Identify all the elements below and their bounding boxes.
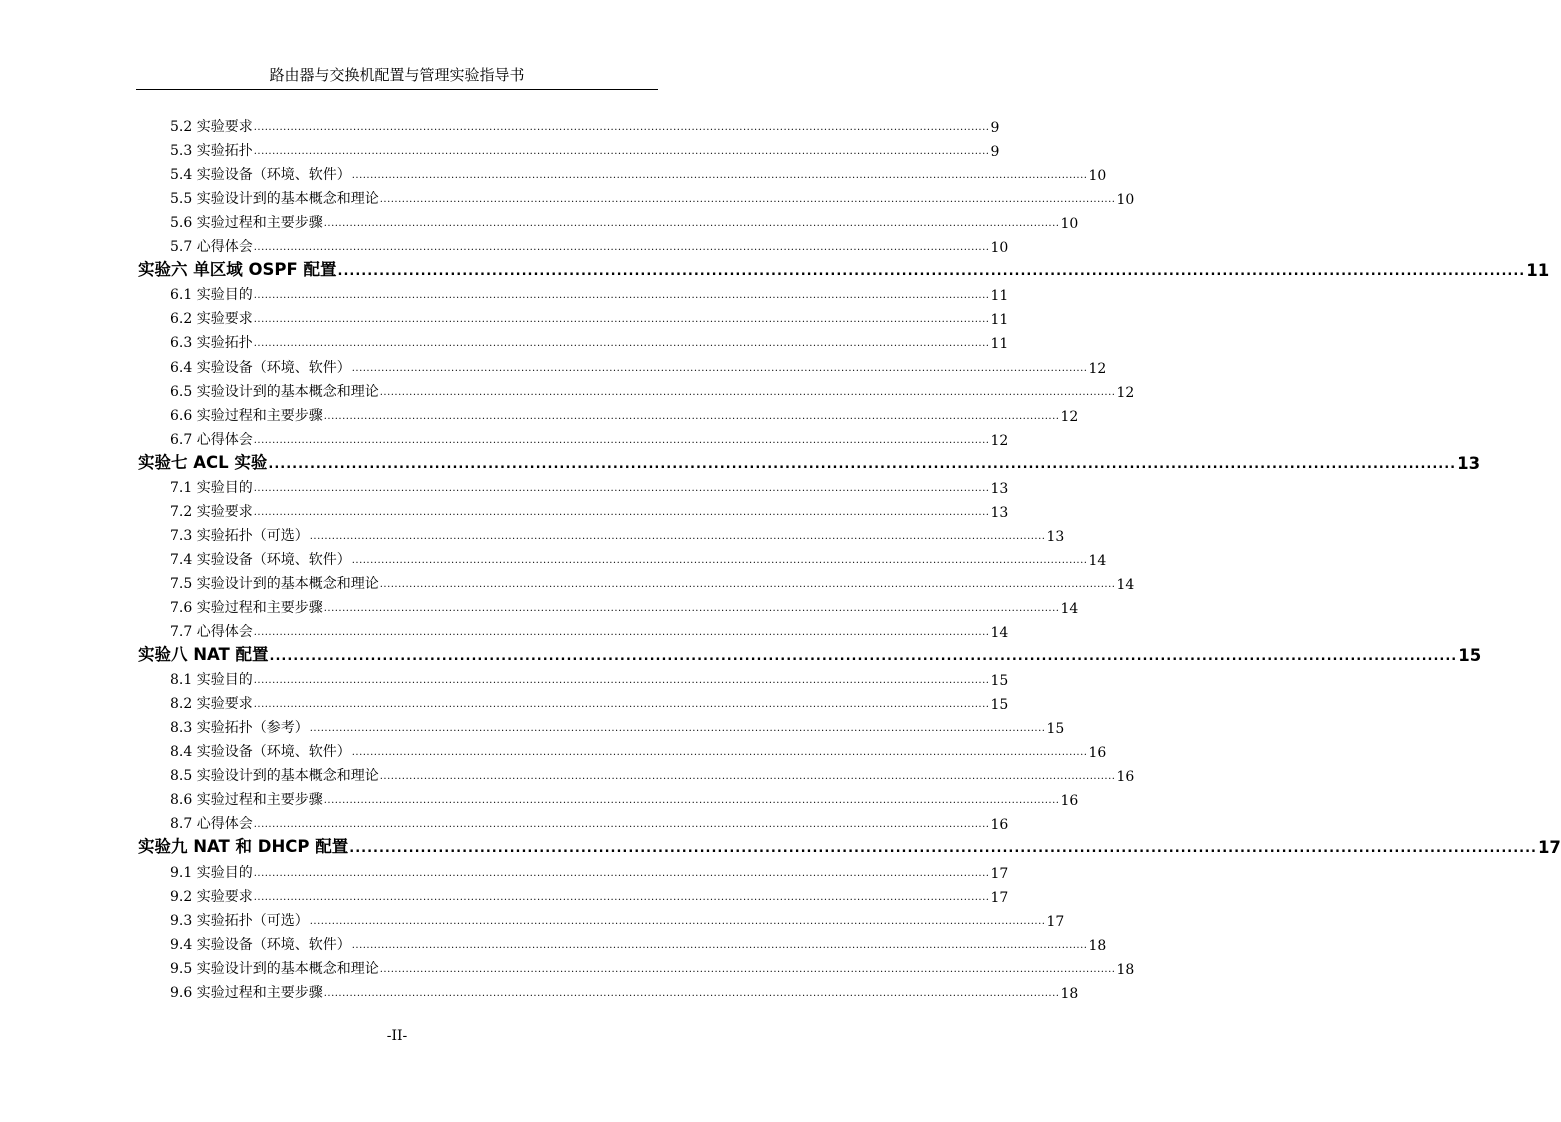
toc-leader-dots: ........................................................................................................................................................................................................: [253, 290, 990, 302]
toc-entry-title: 5.7 心得体会: [170, 239, 253, 256]
toc-leader-dots: ........................................................................................................................................................................................................: [309, 530, 1046, 542]
toc-entry-page-number: 15: [990, 697, 1009, 714]
toc-entry-page-number: 12: [990, 432, 1009, 449]
toc-leader-dots: ........................................................................................................................................................................................................: [253, 819, 990, 831]
toc-entry-title: 6.5 实验设计到的基本概念和理论: [170, 383, 379, 400]
toc-entry-page-number: 11: [990, 336, 1009, 353]
toc-entry-page-number: 11: [990, 288, 1009, 305]
toc-section-entry[interactable]: [136, 857, 1009, 882]
toc-leader-dots: ........................................................................................................................................................................................................: [351, 362, 1088, 374]
toc-entry-page-number: 14: [1060, 600, 1079, 617]
toc-leader-dots: ........................................................................................................................................................................................................: [349, 841, 1537, 857]
toc-section-entry[interactable]: [136, 569, 1135, 593]
toc-section-entry[interactable]: [136, 473, 1009, 497]
toc-entry-page-number: 18: [1116, 961, 1135, 978]
toc-section-entry[interactable]: [136, 425, 1009, 449]
toc-leader-dots: ........................................................................................................................................................................................................: [323, 795, 1060, 807]
toc-entry-title: 7.2 实验要求: [170, 503, 253, 520]
toc-entry-title: 9.2 实验要求: [170, 888, 253, 905]
toc-section-entry[interactable]: [136, 761, 1135, 786]
toc-leader-dots: ........................................................................................................................................................................................................: [253, 434, 990, 446]
toc-leader-dots: ........................................................................................................................................................................................................: [379, 963, 1116, 975]
toc-entry-page-number: 16: [1088, 745, 1107, 762]
toc-entry-page-number: 16: [1060, 793, 1079, 810]
toc-entry-page-number: 17: [990, 865, 1009, 882]
toc-entry-title: 5.3 实验拓扑: [170, 143, 253, 160]
toc-entry-title: 6.1 实验目的: [170, 287, 253, 304]
toc-section-entry[interactable]: [136, 882, 1009, 906]
toc-entry-page-number: 17: [990, 889, 1009, 906]
toc-leader-dots: ........................................................................................................................................................................................................: [351, 939, 1088, 951]
toc-entry-page-number: 13: [990, 504, 1009, 521]
toc-entry-title: 9.4 实验设备（环境、软件）: [170, 936, 351, 953]
toc-leader-dots: ........................................................................................................................................................................................................: [253, 314, 990, 326]
toc-leader-dots: ........................................................................................................................................................................................................: [253, 122, 990, 134]
toc-entry-title: 7.5 实验设计到的基本概念和理论: [170, 575, 379, 592]
toc-entry-title: 6.2 实验要求: [170, 311, 253, 328]
toc-section-entry[interactable]: [136, 785, 1079, 810]
toc-entry-title: 8.4 实验设备（环境、软件）: [170, 744, 351, 761]
toc-section-entry[interactable]: [136, 617, 1009, 642]
toc-leader-dots: ........................................................................................................................................................................................................: [351, 747, 1088, 759]
toc-entry-title: 7.6 实验过程和主要步骤: [170, 599, 323, 616]
toc-section-entry[interactable]: [136, 112, 1000, 137]
toc-entry-title: 8.1 实验目的: [170, 672, 253, 689]
toc-entry-page-number: 10: [1116, 192, 1135, 209]
toc-section-entry[interactable]: [136, 160, 1107, 185]
toc-entry-title: 9.1 实验目的: [170, 864, 253, 881]
toc-entry-page-number: 16: [990, 817, 1009, 834]
toc-section-entry[interactable]: [136, 377, 1135, 401]
toc-leader-dots: ........................................................................................................................................................................................................: [253, 146, 990, 158]
toc-leader-dots: ........................................................................................................................................................................................................: [253, 506, 990, 518]
toc-entry-title: 5.6 实验过程和主要步骤: [170, 215, 323, 232]
toc-entry-title: 7.4 实验设备（环境、软件）: [170, 551, 351, 568]
toc-leader-dots: ........................................................................................................................................................................................................: [253, 242, 990, 254]
toc-entry-page-number: 13: [990, 480, 1009, 497]
toc-entry-page-number: 14: [1088, 552, 1107, 569]
toc-leader-dots: ........................................................................................................................................................................................................: [253, 627, 990, 639]
toc-entry-page-number: 14: [990, 625, 1009, 642]
toc-leader-dots: ........................................................................................................................................................................................................: [253, 338, 990, 350]
toc-entry-page-number: 13: [1457, 453, 1481, 473]
toc-entry-page-number: 14: [1116, 576, 1135, 593]
toc-leader-dots: ........................................................................................................................................................................................................: [253, 482, 990, 494]
toc-entry-page-number: 10: [1088, 168, 1107, 185]
toc-entry-page-number: 11: [1526, 261, 1550, 281]
toc-entry-page-number: 10: [1060, 216, 1079, 233]
toc-section-entry[interactable]: [136, 328, 1009, 353]
toc-section-entry[interactable]: [136, 809, 1009, 834]
toc-entry-title: 5.5 实验设计到的基本概念和理论: [170, 191, 379, 208]
toc-entry-page-number: 15: [1458, 646, 1482, 666]
toc-section-entry[interactable]: [136, 713, 1065, 738]
toc-entry-title: 6.6 实验过程和主要步骤: [170, 407, 323, 424]
toc-leader-dots: ........................................................................................................................................................................................................: [309, 915, 1046, 927]
toc-entry-page-number: 12: [1060, 408, 1079, 425]
toc-section-entry[interactable]: [136, 954, 1135, 978]
toc-entry-page-number: 13: [1046, 528, 1065, 545]
toc-chapter-entry[interactable]: [136, 833, 1561, 858]
toc-entry-title: 8.6 实验过程和主要步骤: [170, 792, 323, 809]
toc-leader-dots: ........................................................................................................................................................................................................: [379, 386, 1116, 398]
toc-leader-dots: ........................................................................................................................................................................................................: [379, 194, 1116, 206]
toc-entry-title: 5.2 实验要求: [170, 119, 253, 136]
toc-section-entry[interactable]: [136, 521, 1065, 545]
toc-leader-dots: ........................................................................................................................................................................................................: [253, 891, 990, 903]
page-number: -II-: [386, 1028, 408, 1044]
toc-entry-title: 9.5 实验设计到的基本概念和理论: [170, 960, 379, 977]
toc-leader-dots: ........................................................................................................................................................................................................: [253, 699, 990, 711]
toc-entry-title: 实验九 NAT 和 DHCP 配置: [138, 837, 349, 857]
toc-entry-page-number: 15: [1046, 721, 1065, 738]
toc-section-entry[interactable]: [136, 665, 1009, 690]
toc-entry-page-number: 16: [1116, 769, 1135, 786]
toc-section-entry[interactable]: [136, 978, 1079, 1002]
toc-section-entry[interactable]: [136, 930, 1107, 954]
toc-entry-page-number: 9: [990, 120, 1000, 137]
toc-entry-title: 7.3 实验拓扑（可选）: [170, 527, 309, 544]
toc-entry-page-number: 17: [1537, 838, 1561, 858]
toc-entry-title: 实验八 NAT 配置: [138, 645, 269, 665]
toc-entry-page-number: 17: [1046, 913, 1065, 930]
toc-entry-page-number: 12: [1116, 384, 1135, 401]
toc-leader-dots: ........................................................................................................................................................................................................: [379, 771, 1116, 783]
toc-chapter-entry[interactable]: [136, 641, 1482, 666]
toc-entry-title: 实验六 单区域 OSPF 配置: [138, 260, 337, 280]
toc-entry-page-number: 15: [990, 673, 1009, 690]
toc-entry-title: 实验七 ACL 实验: [138, 452, 268, 472]
toc-section-entry[interactable]: [136, 497, 1009, 521]
toc-leader-dots: ........................................................................................................................................................................................................: [269, 649, 1458, 665]
toc-entry-title: 7.7 心得体会: [170, 624, 253, 641]
toc-entry-title: 6.7 心得体会: [170, 431, 253, 448]
toc-leader-dots: ........................................................................................................................................................................................................: [379, 578, 1116, 590]
toc-entry-page-number: 11: [990, 312, 1009, 329]
toc-section-entry[interactable]: [136, 737, 1107, 762]
toc-section-entry[interactable]: [136, 401, 1079, 425]
toc-section-entry[interactable]: [136, 352, 1107, 377]
toc-section-entry[interactable]: [136, 232, 1009, 257]
toc-entry-page-number: 10: [990, 240, 1009, 257]
toc-entry-title: 6.3 实验拓扑: [170, 335, 253, 352]
toc-leader-dots: ........................................................................................................................................................................................................: [268, 456, 1457, 472]
toc-entry-title: 9.6 实验过程和主要步骤: [170, 984, 323, 1001]
toc-entry-title: 7.1 实验目的: [170, 479, 253, 496]
toc-entry-title: 5.4 实验设备（环境、软件）: [170, 167, 351, 184]
toc-entry-title: 8.5 实验设计到的基本概念和理论: [170, 768, 379, 785]
toc-section-entry[interactable]: [136, 280, 1009, 305]
table-of-contents: [136, 112, 1561, 1002]
toc-entry-title: 8.2 实验要求: [170, 696, 253, 713]
toc-leader-dots: ........................................................................................................................................................................................................: [253, 675, 990, 687]
toc-section-entry[interactable]: [136, 689, 1009, 714]
toc-chapter-entry[interactable]: [136, 256, 1550, 281]
toc-leader-dots: ........................................................................................................................................................................................................: [323, 410, 1060, 422]
toc-leader-dots: ........................................................................................................................................................................................................: [323, 987, 1060, 999]
toc-entry-page-number: 12: [1088, 360, 1107, 377]
toc-section-entry[interactable]: [136, 136, 1000, 161]
toc-section-entry[interactable]: [136, 906, 1065, 930]
header-rule: [136, 89, 658, 90]
toc-leader-dots: ........................................................................................................................................................................................................: [323, 218, 1060, 230]
toc-section-entry[interactable]: [136, 184, 1135, 209]
toc-entry-title: 8.3 实验拓扑（参考）: [170, 720, 309, 737]
toc-leader-dots: ........................................................................................................................................................................................................: [253, 867, 990, 879]
toc-section-entry[interactable]: [136, 304, 1009, 329]
toc-leader-dots: ........................................................................................................................................................................................................: [351, 554, 1088, 566]
toc-leader-dots: ........................................................................................................................................................................................................: [323, 602, 1060, 614]
running-header: 路由器与交换机配置与管理实验指导书: [269, 66, 525, 84]
toc-entry-page-number: 18: [1060, 985, 1079, 1002]
toc-entry-title: 6.4 实验设备（环境、软件）: [170, 359, 351, 376]
toc-leader-dots: ........................................................................................................................................................................................................: [309, 723, 1046, 735]
toc-section-entry[interactable]: [136, 208, 1079, 233]
toc-entry-title: 9.3 实验拓扑（可选）: [170, 912, 309, 929]
toc-chapter-entry[interactable]: [136, 449, 1481, 473]
toc-entry-page-number: 18: [1088, 937, 1107, 954]
toc-entry-title: 8.7 心得体会: [170, 816, 253, 833]
toc-leader-dots: ........................................................................................................................................................................................................: [351, 170, 1088, 182]
toc-leader-dots: ........................................................................................................................................................................................................: [337, 264, 1526, 280]
toc-section-entry[interactable]: [136, 593, 1079, 617]
toc-section-entry[interactable]: [136, 545, 1107, 569]
toc-entry-page-number: 9: [990, 144, 1000, 161]
